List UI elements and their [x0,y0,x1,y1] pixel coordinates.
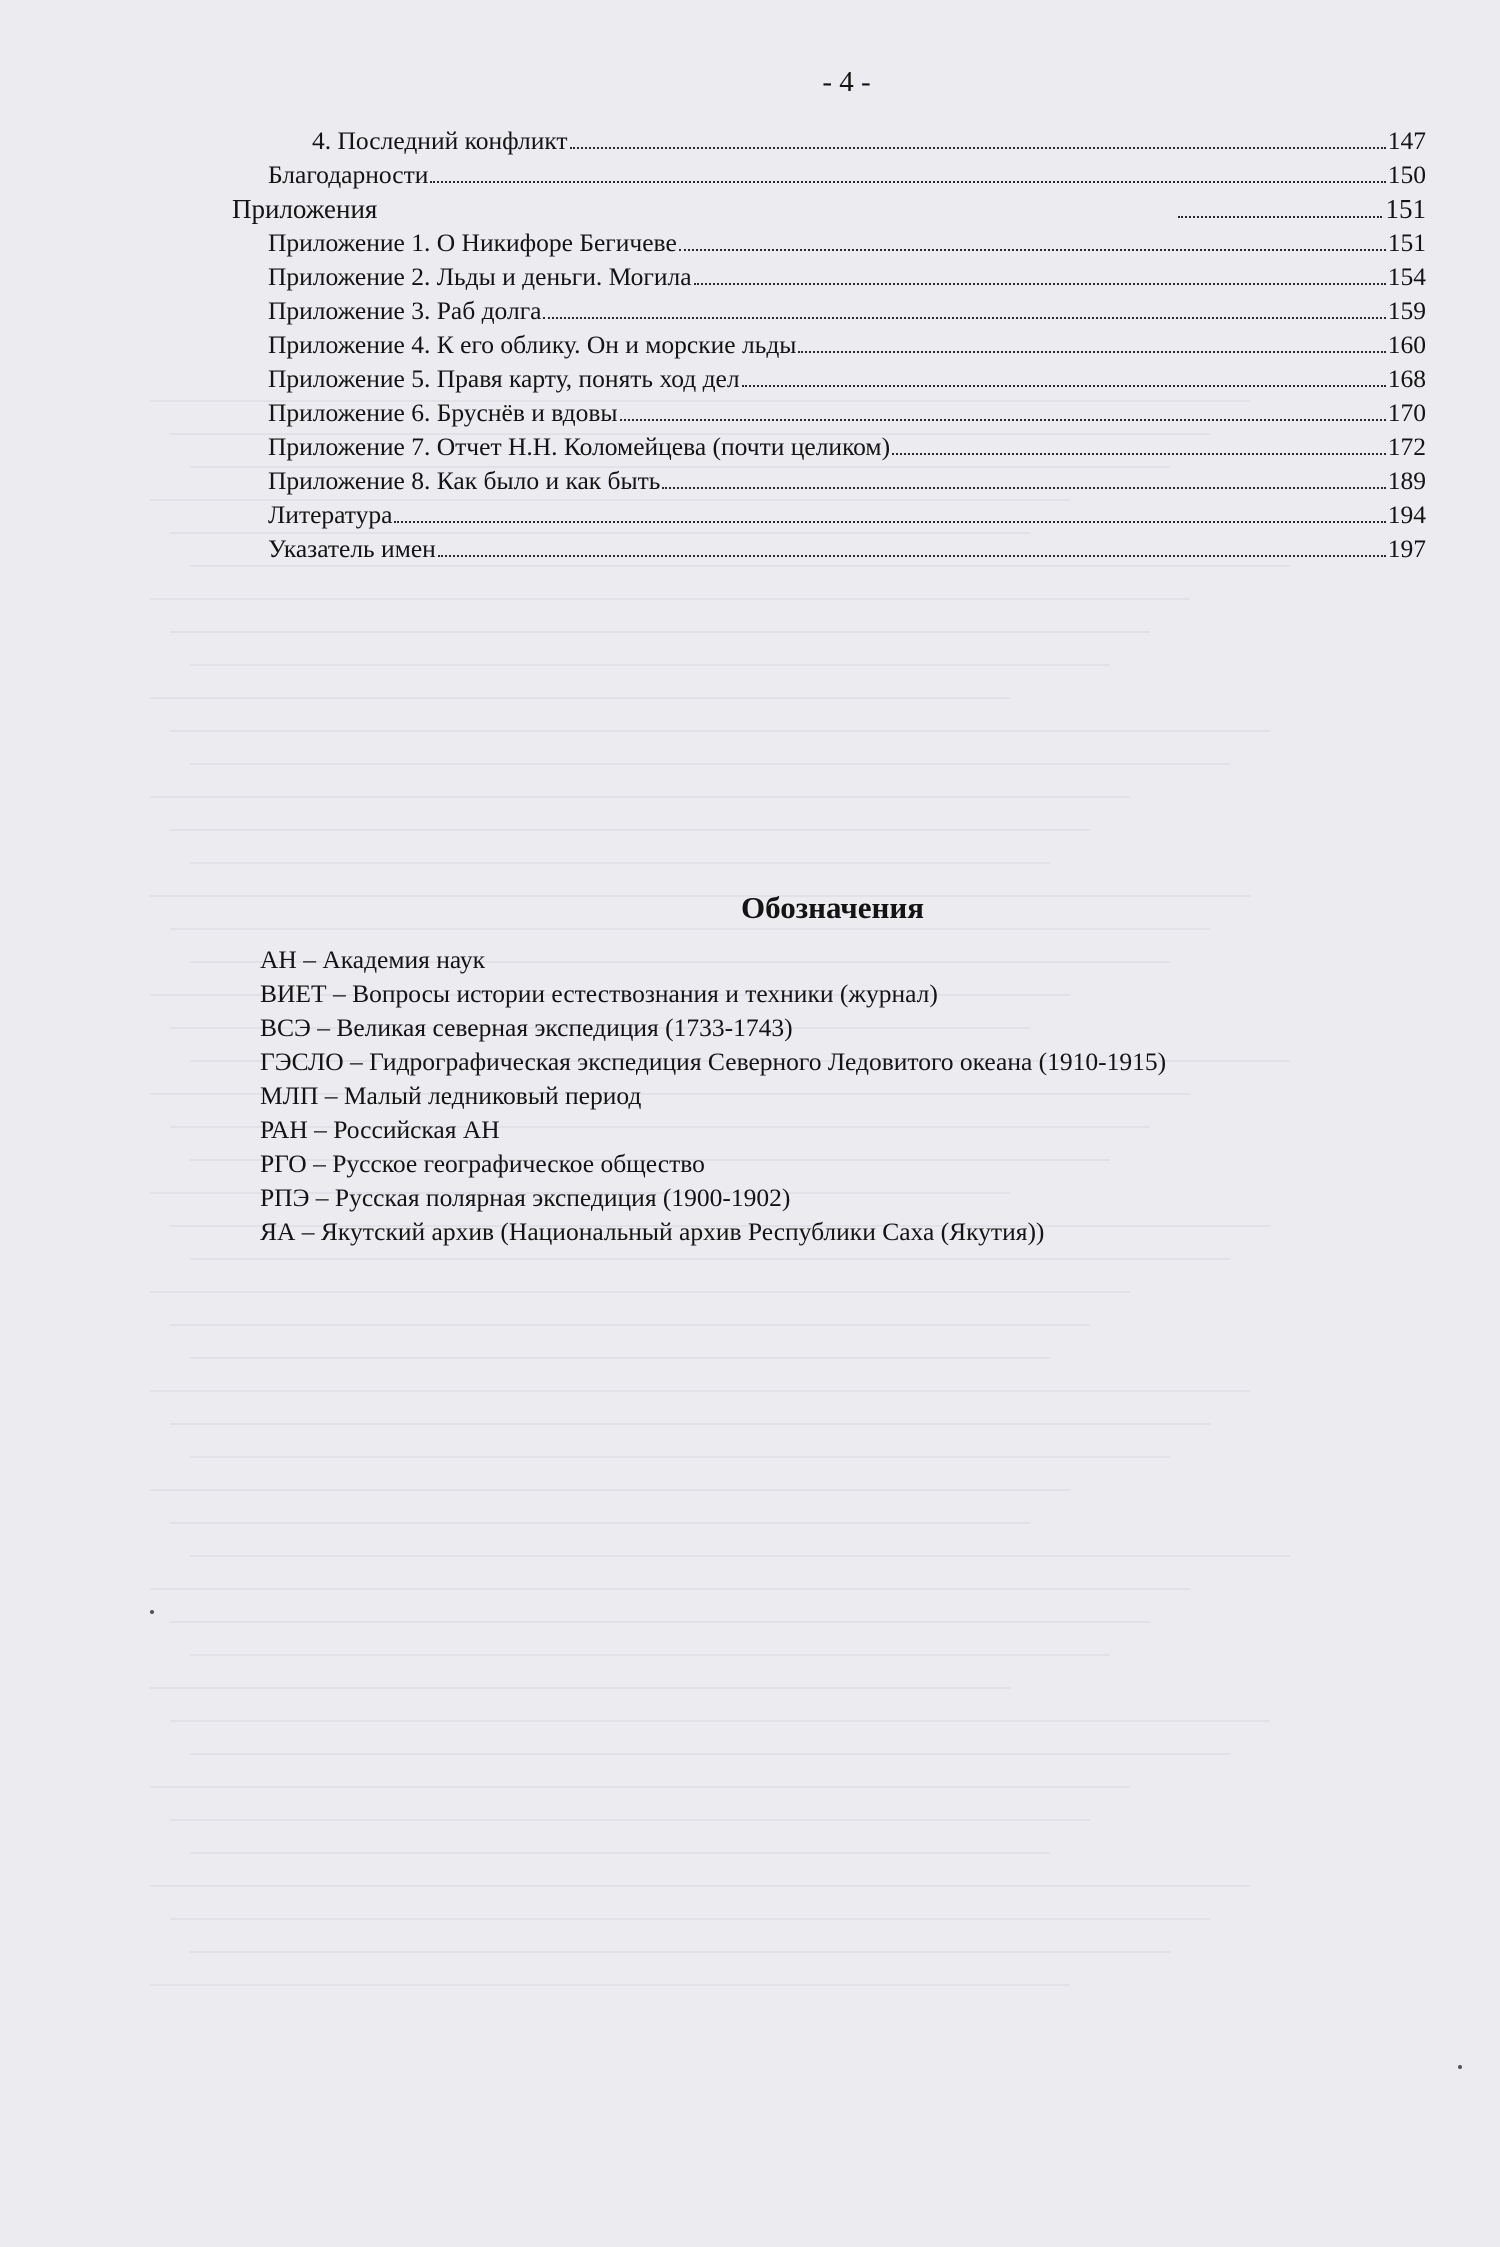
toc-page: 147 [1387,126,1426,155]
toc-page: 151 [1385,194,1426,224]
bleed-line [170,730,1270,732]
abbreviation-item: РПЭ – Русская полярная экспедиция (1900-1902) [260,1183,791,1212]
bleed-line [170,1918,1210,1920]
abbreviation-item: ВСЭ – Великая северная экспедиция (1733-1743) [260,1013,793,1042]
bleed-line [170,829,1090,831]
toc-leader [543,317,1385,319]
toc-row[interactable] [232,498,1426,532]
toc-title: Приложение 7. Отчет Н.Н. Коломейцева (почти целиком) [268,432,891,461]
bleed-line [150,1984,1070,1986]
abbreviation-item: ГЭСЛО – Гидрографическая экспедиция Северного Ледовитого океана (1910-1915) [260,1047,1167,1076]
bleed-line [150,1291,1130,1293]
abbreviation-item: АН – Академия наук [260,945,486,974]
bleed-line [170,1423,1210,1425]
bleed-line [190,862,1050,864]
bleed-line [150,1885,1250,1887]
speck-mark [150,1610,154,1614]
bleed-line [190,1555,1290,1557]
toc-title: Приложение 3. Раб долга [268,296,542,325]
toc-page: 168 [1387,364,1426,393]
toc-leader [620,419,1386,421]
toc-page: 172 [1387,432,1426,461]
toc-leader [694,283,1386,285]
abbreviations-list [260,943,1410,1249]
abbreviations-heading: Обозначения [740,890,925,925]
bleed-line [150,1687,1010,1689]
toc-leader [570,147,1386,149]
bleed-line [170,1522,1030,1524]
bleed-line [170,1324,1090,1326]
toc-row[interactable] [232,362,1426,396]
toc-leader [798,351,1385,353]
bleed-line [150,1390,1250,1392]
toc-title: Литература [268,500,393,529]
toc-page: 160 [1387,330,1426,359]
abbreviation-item: ЯА – Якутский архив (Национальный архив Республики Саха (Якутия)) [260,1217,1045,1246]
bleed-line [150,697,1010,699]
bleed-line [150,1489,1070,1491]
bleed-line [190,664,1110,666]
bleed-line [170,1720,1270,1722]
page-number: - 4 - [822,66,871,98]
toc-leader [1178,216,1382,218]
bleed-line [190,1753,1230,1755]
toc-title: Благодарности [268,160,429,189]
bleed-line [150,1786,1130,1788]
bleed-line [150,796,1130,798]
toc-row[interactable] [232,396,1426,430]
toc-leader [394,521,1385,523]
abbreviation-item: РГО – Русское географическое общество [260,1149,705,1178]
toc-row[interactable] [232,124,1426,158]
toc-row[interactable] [232,226,1426,260]
toc-row[interactable] [232,328,1426,362]
toc-title: Приложение 8. Как было и как быть [268,466,661,495]
toc-row[interactable] [232,260,1426,294]
bleed-line [190,1357,1050,1359]
table-of-contents [232,124,1426,566]
toc-row[interactable] [232,192,1426,226]
speck-mark [1458,2065,1462,2069]
toc-row[interactable] [232,430,1426,464]
toc-title: Указатель имен [268,534,436,563]
toc-page: 159 [1387,296,1426,325]
toc-page: 151 [1387,228,1426,257]
toc-title: Приложение 5. Правя карту, понять ход дел [268,364,740,393]
abbreviation-item: МЛП – Малый ледниковый период [260,1081,642,1110]
toc-title: 4. Последний конфликт [312,126,568,155]
toc-row[interactable] [232,294,1426,328]
toc-row[interactable] [232,464,1426,498]
bleed-line [190,1258,1230,1260]
bleed-line [190,763,1230,765]
bleed-line [190,1852,1050,1854]
abbreviation-item: РАН – Российская АН [260,1115,500,1144]
toc-leader [430,181,1385,183]
toc-row[interactable] [232,158,1426,192]
bleed-line [190,1654,1110,1656]
toc-page: 197 [1387,534,1426,563]
toc-page: 194 [1387,500,1426,529]
bleed-line [170,1621,1150,1623]
toc-leader [742,385,1386,387]
toc-page: 170 [1387,398,1426,427]
bleed-line [170,1819,1090,1821]
toc-page: 154 [1387,262,1426,291]
toc-page: 189 [1387,466,1426,495]
toc-title: Приложения [232,194,378,224]
toc-row[interactable] [232,532,1426,566]
toc-leader [679,249,1386,251]
toc-title: Приложение 1. О Никифоре Бегичеве [268,228,677,257]
bleed-line [170,928,1210,930]
bleed-line [190,1951,1170,1953]
toc-leader [662,487,1385,489]
toc-leader [892,453,1386,455]
toc-page: 150 [1387,160,1426,189]
bleed-line [190,1456,1170,1458]
bleed-line [170,631,1150,633]
abbreviation-item: ВИЕТ – Вопросы истории естествознания и техники (журнал) [260,979,938,1008]
bleed-line [150,598,1190,600]
toc-leader [438,555,1386,557]
toc-title: Приложение 2. Льды и деньги. Могила [268,262,692,291]
toc-title: Приложение 4. К его облику. Он и морские льды [268,330,797,359]
bleed-line [150,1588,1190,1590]
toc-title: Приложение 6. Бруснёв и вдовы [268,398,618,427]
